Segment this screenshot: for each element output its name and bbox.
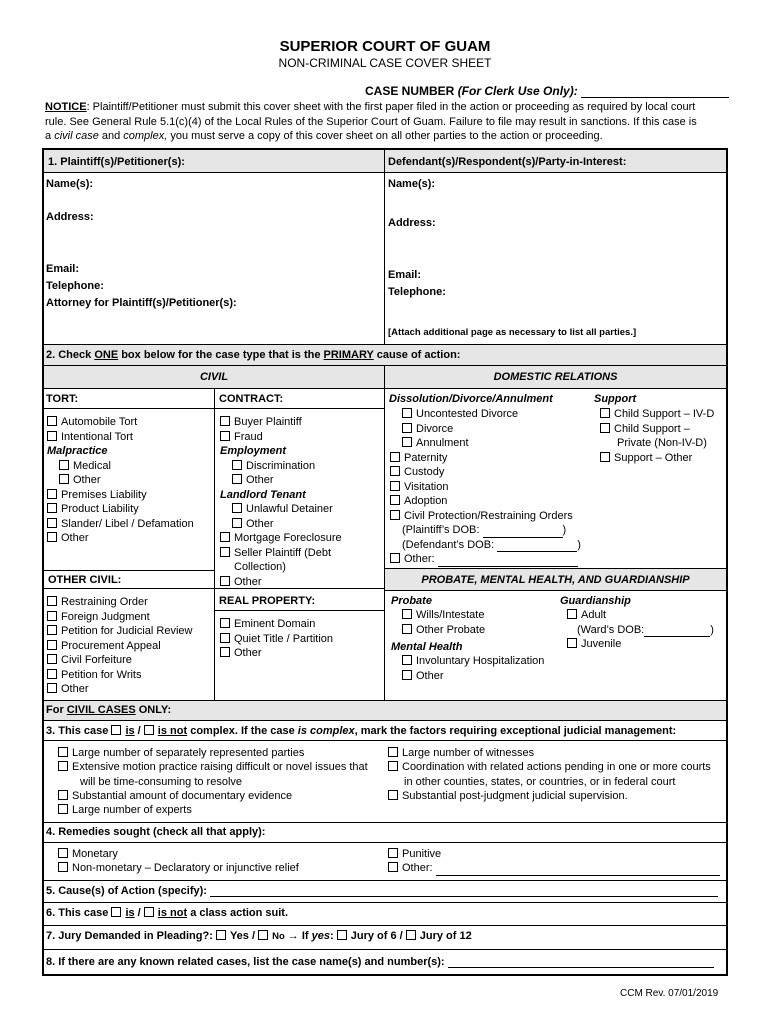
section4-header: 4. Remedies sought (check all that apply): xyxy=(46,826,266,838)
real-property-title: REAL PROPERTY: xyxy=(219,595,316,607)
checkbox-number-of-experts[interactable]: Large number of experts xyxy=(58,803,368,817)
checkbox-product-liability[interactable]: Product Liability xyxy=(47,502,194,517)
plaintiff-email-label[interactable]: Email: xyxy=(46,263,80,275)
checkbox-annulment[interactable]: Annulment xyxy=(390,436,581,451)
checkbox-extensive-motion[interactable]: Extensive motion practice raising difficult or novel issues that xyxy=(58,760,368,774)
checkbox-mortgage-foreclosure[interactable]: Mortgage Foreclosure xyxy=(220,531,342,546)
checkbox-buyer-plaintiff[interactable]: Buyer Plaintiff xyxy=(220,415,342,430)
checkbox-separately-represented[interactable]: Large number of separately represented parties xyxy=(58,746,368,760)
checkbox-paternity[interactable]: Paternity xyxy=(390,451,581,466)
checkbox-mental-other[interactable]: Other xyxy=(402,669,544,684)
support-list xyxy=(600,407,714,465)
checkbox-malpractice-other[interactable]: Other xyxy=(47,473,194,488)
real-property-list xyxy=(220,617,333,661)
checkbox-foreign-judgment[interactable]: Foreign Judgment xyxy=(47,610,192,625)
checkbox-real-property-other[interactable]: Other xyxy=(220,646,333,661)
checkbox-guardianship-juvenile[interactable]: Juvenile xyxy=(567,637,714,652)
checkbox-civil-protection[interactable]: Civil Protection/Restraining Orders xyxy=(390,509,581,524)
section2-header: 2. Check ONE box below for the case type that is the PRIMARY cause of action: xyxy=(46,349,461,361)
checkbox-civil-forfeiture[interactable]: Civil Forfeiture xyxy=(47,653,192,668)
probate-title: Probate xyxy=(391,595,432,607)
attach-note: [Attach additional page as necessary to list all parties.] xyxy=(388,327,637,338)
checkbox-premises-liability[interactable]: Premises Liability xyxy=(47,488,194,503)
plaintiff-attorney-label[interactable]: Attorney for Plaintiff(s)/Petitioner(s): xyxy=(46,297,237,309)
plaintiff-name-label[interactable]: Name(s): xyxy=(46,178,94,190)
contract-title: CONTRACT: xyxy=(219,393,284,405)
other-civil-list xyxy=(47,595,192,697)
checkbox-post-judgment[interactable]: Substantial post-judgment judicial supervision. xyxy=(388,789,711,803)
child-support-private-cont: Private (Non-IV-D) xyxy=(617,437,707,449)
wards-dob-field[interactable]: (Ward’s DOB: ) xyxy=(577,623,714,636)
checkbox-uncontested-divorce[interactable]: Uncontested Divorce xyxy=(390,407,581,422)
checkbox-complex-is-not[interactable] xyxy=(144,725,154,735)
checkbox-contract-other[interactable]: Other xyxy=(220,575,342,590)
checkbox-punitive[interactable]: Punitive xyxy=(388,847,720,861)
cause-of-action-field[interactable]: 5. Cause(s) of Action (specify): xyxy=(46,885,718,897)
checkbox-guardianship-adult[interactable]: Adult xyxy=(567,608,714,623)
checkbox-jury-of-12[interactable] xyxy=(406,930,416,940)
defendant-email-label[interactable]: Email: xyxy=(388,269,422,281)
checkbox-child-support-ivd[interactable]: Child Support – IV-D xyxy=(600,407,714,422)
case-number-note: (For Clerk Use Only): xyxy=(457,84,578,98)
seller-plaintiff-cont: Collection) xyxy=(234,561,286,573)
checkbox-monetary[interactable]: Monetary xyxy=(58,847,299,861)
section3-header: 3. This case is / is not complex. If the case is complex, mark the factors requiring exceptional judicial management: xyxy=(46,725,677,737)
checkbox-support-other[interactable]: Support – Other xyxy=(600,451,714,466)
checkbox-landlord-other[interactable]: Other xyxy=(220,517,342,532)
checkbox-remedy-other[interactable]: Other: xyxy=(388,861,720,875)
case-number-field[interactable] xyxy=(365,84,729,98)
checkbox-quiet-title[interactable]: Quiet Title / Partition xyxy=(220,632,333,647)
dissolution-list xyxy=(390,407,581,567)
probate-header: PROBATE, MENTAL HEALTH, AND GUARDIANSHIP xyxy=(421,574,690,586)
checkbox-visitation[interactable]: Visitation xyxy=(390,480,581,495)
civil-header: CIVIL xyxy=(199,371,229,383)
checkbox-divorce[interactable]: Divorce xyxy=(390,422,581,437)
mental-health-list xyxy=(402,654,544,683)
checkbox-jury-yes[interactable] xyxy=(216,930,226,940)
other-civil-title: OTHER CIVIL: xyxy=(48,574,122,586)
landlord-tenant-heading: Landlord Tenant xyxy=(220,488,306,501)
checkbox-judicial-review[interactable]: Petition for Judicial Review xyxy=(47,624,192,639)
checkbox-jury-no[interactable] xyxy=(258,930,268,940)
checkbox-restraining-order[interactable]: Restraining Order xyxy=(47,595,192,610)
plaintiff-telephone-label[interactable]: Telephone: xyxy=(46,280,104,292)
checkbox-employment-other[interactable]: Other xyxy=(220,473,342,488)
related-cases-field[interactable]: 8. If there are any known related cases, list the case name(s) and number(s): xyxy=(46,956,714,968)
defendant-address-label[interactable]: Address: xyxy=(388,217,436,229)
case-number-blank[interactable] xyxy=(581,97,729,98)
remedies-right xyxy=(388,847,720,876)
plaintiff-dob-field[interactable]: (Plaintiff’s DOB: ) xyxy=(402,524,567,536)
civil-only-label: For CIVIL CASES ONLY: xyxy=(46,704,172,716)
checkbox-intentional-tort[interactable]: Intentional Tort xyxy=(47,430,194,445)
tort-list xyxy=(47,415,194,546)
checkbox-coordination[interactable]: Coordination with related actions pending in one or more courts xyxy=(388,760,711,774)
checkbox-discrimination[interactable]: Discrimination xyxy=(220,459,342,474)
checkbox-tort-other[interactable]: Other xyxy=(47,531,194,546)
checkbox-automobile-tort[interactable]: Automobile Tort xyxy=(47,415,194,430)
checkbox-adoption[interactable]: Adoption xyxy=(390,494,581,509)
notice-label: NOTICE xyxy=(45,101,87,113)
checkbox-procurement-appeal[interactable]: Procurement Appeal xyxy=(47,639,192,654)
coordination-cont: in other counties, states, or countries, or in federal court xyxy=(404,775,676,788)
checkbox-slander-libel[interactable]: Slander/ Libel / Defamation xyxy=(47,517,194,532)
checkbox-fraud[interactable]: Fraud xyxy=(220,430,342,445)
page-title: SUPERIOR COURT OF GUAM xyxy=(279,38,491,55)
plaintiff-header: 1. Plaintiff(s)/Petitioner(s): xyxy=(48,156,185,168)
checkbox-custody[interactable]: Custody xyxy=(390,465,581,480)
defendant-header: Defendant(s)/Respondent(s)/Party-in-Interest: xyxy=(388,156,627,168)
malpractice-heading: Malpractice xyxy=(47,445,108,457)
checkbox-other-probate[interactable]: Other Probate xyxy=(402,623,485,638)
defendant-name-label[interactable]: Name(s): xyxy=(388,178,436,190)
checkbox-involuntary-hospitalization[interactable]: Involuntary Hospitalization xyxy=(402,654,544,669)
checkbox-documentary-evidence[interactable]: Substantial amount of documentary evidence xyxy=(58,789,368,803)
defendant-telephone-label[interactable]: Telephone: xyxy=(388,286,446,298)
tort-title: TORT: xyxy=(46,393,79,405)
checkbox-child-support-private[interactable]: Child Support – xyxy=(600,422,714,437)
checkbox-eminent-domain[interactable]: Eminent Domain xyxy=(220,617,333,632)
checkbox-domestic-other[interactable]: Other: xyxy=(390,552,581,567)
plaintiff-address-label[interactable]: Address: xyxy=(46,211,94,223)
checkbox-number-of-witnesses[interactable]: Large number of witnesses xyxy=(388,746,711,760)
checkbox-non-monetary[interactable]: Non-monetary – Declaratory or injunctive relief xyxy=(58,861,299,875)
checkbox-petition-writs[interactable]: Petition for Writs xyxy=(47,668,192,683)
probate-list xyxy=(402,608,485,637)
checkbox-class-action-is[interactable] xyxy=(111,907,121,917)
domestic-header: DOMESTIC RELATIONS xyxy=(493,371,618,383)
remedies-left xyxy=(58,847,299,876)
complexity-right-list xyxy=(388,746,711,803)
page-subtitle: NON-CRIMINAL CASE COVER SHEET xyxy=(278,56,492,70)
checkbox-wills-intestate[interactable]: Wills/Intestate xyxy=(402,608,485,623)
checkbox-malpractice-medical[interactable]: Medical xyxy=(47,459,194,474)
defendant-dob-field[interactable]: (Defendant’s DOB: ) xyxy=(402,538,581,551)
notice-text: NOTICE: Plaintiff/Petitioner must submit this cover sheet with the first paper filed in the action or proceeding as required by local court rule. See General Rule 5.1(c)(4) of the Local Rules of the Superior Court of Guam. Failure to file may result in sanctions. If this case is a civil case and complex, you must serve a copy of this cover sheet on all other parties to the action or proceeding. xyxy=(45,101,697,142)
extensive-motion-cont: will be time-consuming to resolve xyxy=(80,775,243,788)
revision-label: CCM Rev. 07/01/2019 xyxy=(620,988,719,999)
case-number-label: CASE NUMBER xyxy=(365,84,455,98)
contract-list xyxy=(220,415,342,589)
notice-line-1: : Plaintiff/Petitioner must submit this cover sheet with the first paper filed in the action or proceeding as required by local court xyxy=(86,101,696,113)
support-title: Support xyxy=(594,393,637,405)
checkbox-complex-is[interactable] xyxy=(111,725,121,735)
dissolution-title: Dissolution/Divorce/Annulment xyxy=(389,393,553,405)
complexity-left-list xyxy=(58,746,368,817)
notice-line-2: rule. See General Rule 5.1(c)(4) of the Local Rules of the Superior Court of Guam. Failure to file may result in sanctions. If this case is xyxy=(45,115,697,128)
employment-heading: Employment xyxy=(220,445,287,457)
class-action-field: 6. This case is / is not a class action suit. xyxy=(46,907,289,919)
jury-demand-field: 7. Jury Demanded in Pleading?: Yes / No → If yes: Jury of 6 / Jury of 12 xyxy=(46,930,472,942)
guardianship-list xyxy=(567,608,714,652)
guardianship-title: Guardianship xyxy=(560,595,631,607)
checkbox-seller-plaintiff[interactable]: Seller Plaintiff (Debt xyxy=(220,546,342,561)
checkbox-jury-of-6[interactable] xyxy=(337,930,347,940)
mental-health-title: Mental Health xyxy=(391,641,463,653)
checkbox-unlawful-detainer[interactable]: Unlawful Detainer xyxy=(220,502,342,517)
checkbox-other-civil-other[interactable]: Other xyxy=(47,682,192,697)
checkbox-class-action-is-not[interactable] xyxy=(144,907,154,917)
